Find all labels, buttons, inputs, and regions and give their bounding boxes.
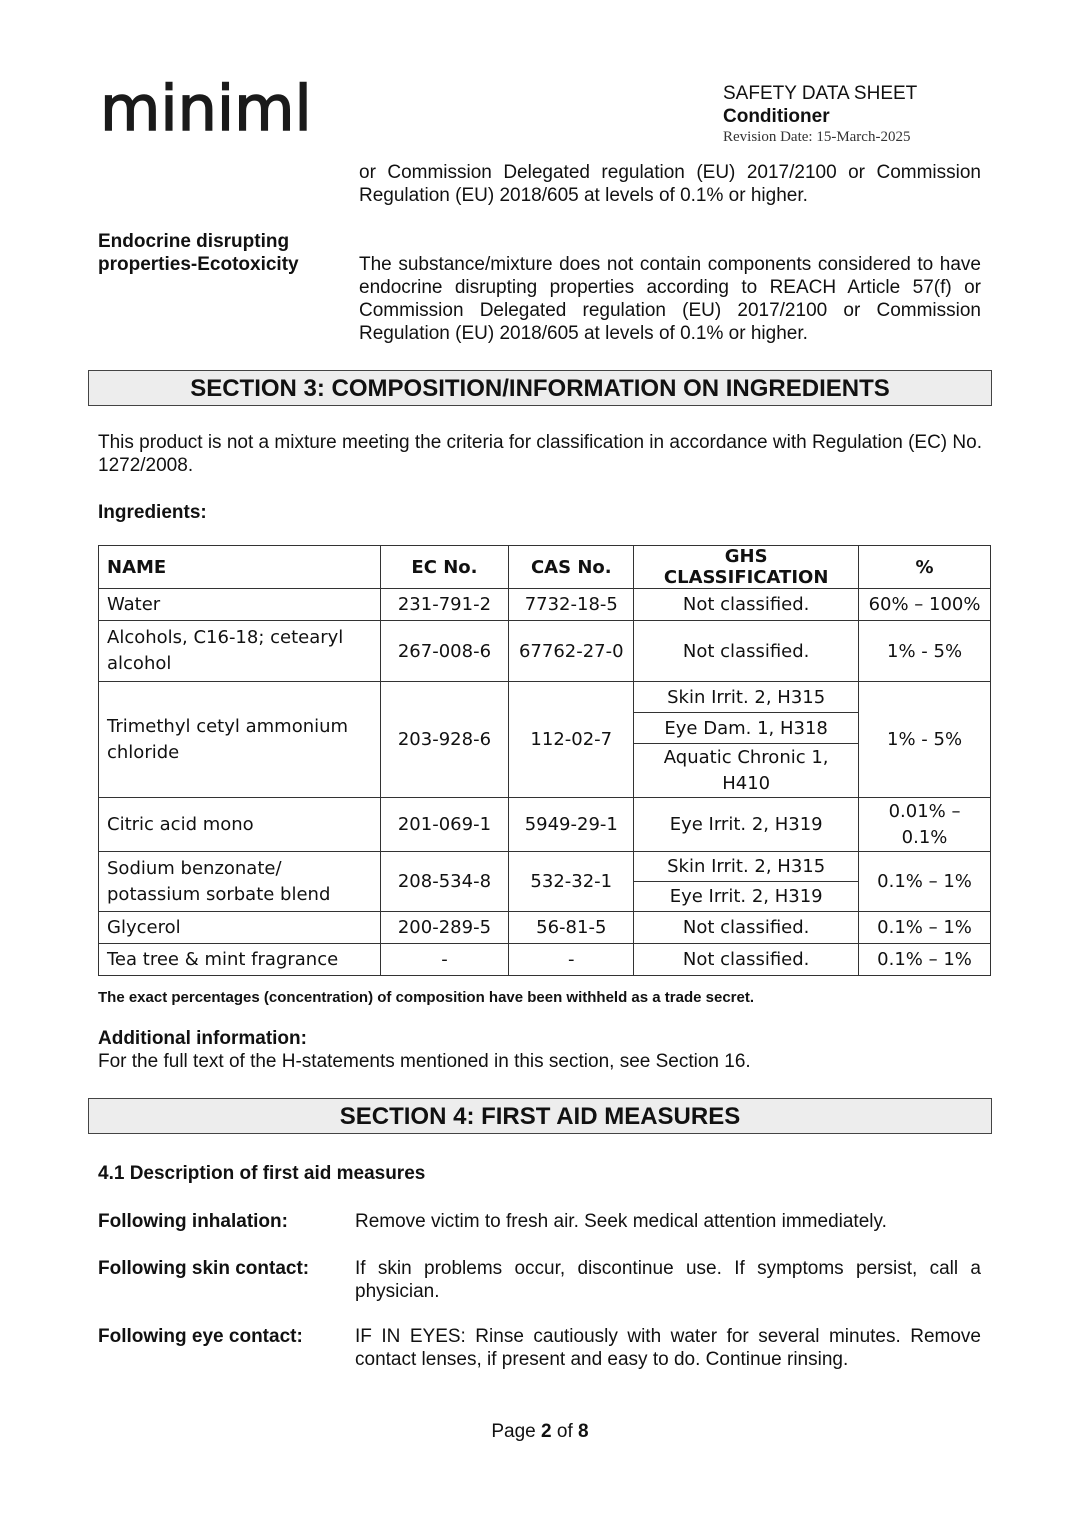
footer-prefix: Page (491, 1421, 536, 1442)
table-row (99, 852, 991, 882)
table-row (99, 682, 991, 713)
section3-intro: This product is not a mixture meeting the criteria for classification in accordance with Regulation (EC) No. 1272/2008. (98, 432, 982, 476)
cell-name: Citric acid mono (99, 798, 381, 852)
continuation-text: or Commission Delegated regulation (EU) 2017/2100 or Commission Regulation (EU) 2018/605 at levels of 0.1% or higher. (359, 162, 981, 206)
first-aid-subheading: 4.1 Description of first aid measures (98, 1163, 426, 1184)
cell-ghs: Skin Irrit. 2, H315 (634, 682, 859, 713)
additional-info-text: For the full text of the H-statements mentioned in this section, see Section 16. (98, 1051, 751, 1072)
inhalation-text: Remove victim to fresh air. Seek medical attention immediately. (355, 1211, 887, 1232)
cell-pct: 60% – 100% (859, 589, 991, 621)
cell-pct: 1% - 5% (859, 621, 991, 682)
cell-ghs: Skin Irrit. 2, H315 (634, 852, 859, 882)
cell-cas: 532-32-1 (509, 852, 634, 912)
table-row (99, 621, 991, 682)
brand-logo-text: miniml (100, 72, 312, 145)
cell-pct: 0.1% – 1% (859, 852, 991, 912)
cell-ghs: Not classified. (634, 621, 859, 682)
cell-name: Alcohols, C16-18; cetearyl alcohol (99, 621, 381, 682)
eye-contact-label: Following eye contact: (98, 1326, 303, 1347)
additional-info-label: Additional information: (98, 1028, 307, 1049)
section3-title: SECTION 3: COMPOSITION/INFORMATION ON INGREDIENTS (88, 370, 992, 406)
cell-pct: 0.1% – 1% (859, 944, 991, 976)
cell-ghs: Eye Irrit. 2, H319 (634, 798, 859, 852)
cell-name: Sodium benzonate/ potassium sorbate blend (99, 852, 381, 912)
skin-contact-text: If skin problems occur, discontinue use. If symptoms persist, call a physician. (355, 1258, 981, 1302)
table-row (99, 912, 991, 944)
ingredients-label: Ingredients: (98, 502, 207, 523)
document-header (723, 82, 917, 147)
cell-ec: 208-534-8 (380, 852, 509, 912)
cell-ghs: Not classified. (634, 944, 859, 976)
cell-name: Tea tree & mint fragrance (99, 944, 381, 976)
page-footer (0, 1421, 1080, 1443)
cell-ec: 267-008-6 (380, 621, 509, 682)
col-header-cas: CAS No. (509, 546, 634, 589)
cell-ec: - (380, 944, 509, 976)
endocrine-label (98, 230, 338, 276)
cell-name: Glycerol (99, 912, 381, 944)
cell-pct: 0.1% – 1% (859, 912, 991, 944)
cell-ghs: Not classified. (634, 589, 859, 621)
product-name: Conditioner (723, 106, 830, 127)
table-row (99, 944, 991, 976)
col-header-ec: EC No. (380, 546, 509, 589)
revision-date: Revision Date: 15-March-2025 (723, 129, 911, 145)
col-header-ghs: GHS CLASSIFICATION (634, 546, 859, 589)
cell-ghs: Not classified. (634, 912, 859, 944)
col-header-pct: % (859, 546, 991, 589)
ingredients-table (98, 545, 991, 976)
cell-ec: 201-069-1 (380, 798, 509, 852)
cell-name: Trimethyl cetyl ammonium chloride (99, 682, 381, 798)
cell-pct: 1% - 5% (859, 682, 991, 798)
total-pages: 8 (578, 1421, 589, 1442)
cell-ec: 231-791-2 (380, 589, 509, 621)
doc-title: SAFETY DATA SHEET (723, 83, 918, 104)
cell-cas: 112-02-7 (509, 682, 634, 798)
cell-cas: 67762-27-0 (509, 621, 634, 682)
section4-title: SECTION 4: FIRST AID MEASURES (88, 1098, 992, 1134)
cell-ec: 203-928-6 (380, 682, 509, 798)
table-row (99, 589, 991, 621)
cell-cas: - (509, 944, 634, 976)
table-row (99, 798, 991, 852)
current-page-number: 2 (541, 1421, 552, 1442)
cell-ghs: Aquatic Chronic 1, H410 (634, 744, 859, 798)
cell-ghs: Eye Irrit. 2, H319 (634, 882, 859, 912)
eye-contact-text: IF IN EYES: Rinse cautiously with water for several minutes. Remove contact lenses, if present and easy to do. Continue rinsing. (355, 1326, 981, 1370)
cell-cas: 5949-29-1 (509, 798, 634, 852)
col-header-name: NAME (99, 546, 381, 589)
trade-secret-note: The exact percentages (concentration) of composition have been withheld as a trade secret. (98, 989, 755, 1006)
cell-pct: 0.01% – 0.1% (859, 798, 991, 852)
cell-ec: 200-289-5 (380, 912, 509, 944)
endocrine-text: The substance/mixture does not contain components considered to have endocrine disrupting properties according to REACH Article 57(f) or Commission Delegated regulation (EU) 2017/2100 or Commission Regulation (EU) 2018/605 at levels of 0.1% or higher. (359, 254, 981, 344)
cell-name: Water (99, 589, 381, 621)
table-header-row (99, 546, 991, 589)
footer-of: of (556, 1421, 573, 1442)
cell-cas: 7732-18-5 (509, 589, 634, 621)
cell-ghs: Eye Dam. 1, H318 (634, 713, 859, 744)
inhalation-label: Following inhalation: (98, 1211, 288, 1232)
skin-contact-label: Following skin contact: (98, 1258, 310, 1279)
endocrine-label-line1: Endocrine disrupting (98, 231, 290, 252)
cell-cas: 56-81-5 (509, 912, 634, 944)
endocrine-label-line2: properties-Ecotoxicity (98, 254, 299, 275)
brand-logo (100, 70, 312, 150)
